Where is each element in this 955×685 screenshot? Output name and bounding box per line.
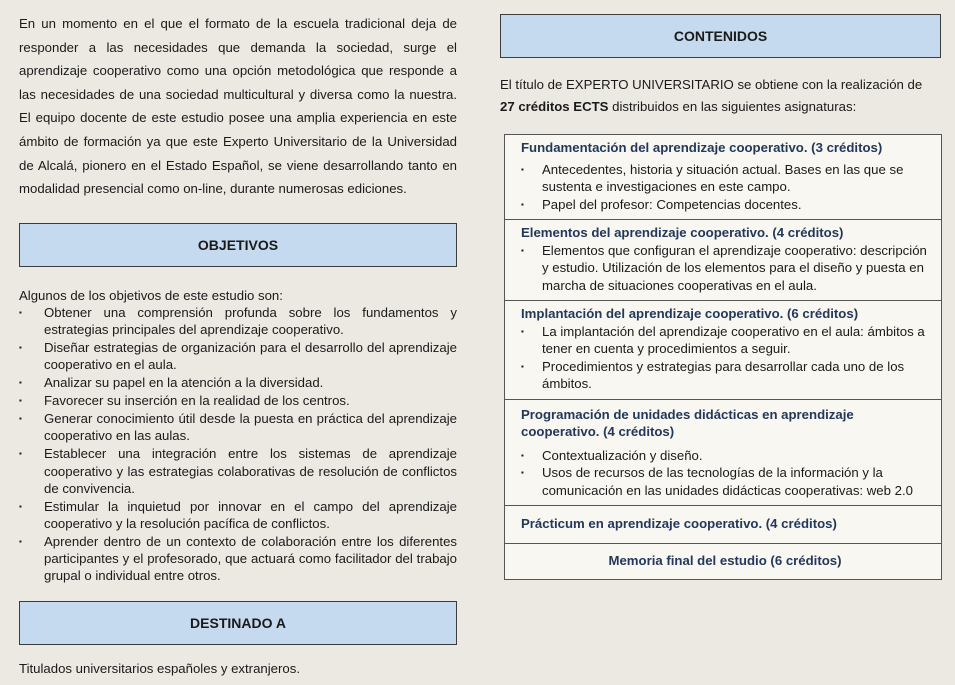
list-item: ▪ La implantación del aprendizaje cooperativo en el aula: ámbitos a tener en cuenta y procedimientos a seguir. bbox=[521, 323, 925, 356]
bullet-icon: ▪ bbox=[19, 414, 22, 424]
list-item: ▪ Favorecer su inserción en la realidad de los centros. bbox=[19, 393, 350, 409]
bullet-icon: ▪ bbox=[19, 449, 22, 459]
module-row bbox=[505, 543, 941, 580]
bullet-icon: ▪ bbox=[521, 468, 524, 477]
module-row bbox=[505, 135, 941, 219]
bullet-icon: ▪ bbox=[19, 501, 22, 511]
list-item: ▪ Papel del profesor: Competencias docentes. bbox=[521, 196, 802, 212]
bullet-icon: ▪ bbox=[19, 378, 22, 388]
list-item: ▪ Procedimientos y estrategias para desarrollar cada uno de los ámbitos. bbox=[521, 358, 905, 391]
bullet-icon: ▪ bbox=[521, 164, 524, 174]
left-column bbox=[19, 0, 457, 677]
module-items bbox=[521, 161, 929, 214]
list-item: ▪ Generar conocimiento útil desde la puesta en práctica del aprendizaje cooperativo en las aulas. bbox=[19, 411, 457, 444]
module-title: Prácticum en aprendizaje cooperativo. (4 créditos) bbox=[521, 516, 837, 531]
contenidos-heading-box bbox=[500, 14, 941, 58]
list-item: ▪ Estimular la inquietud por innovar en el campo del aprendizaje cooperativo y la resolución pacífica de conflictos. bbox=[19, 498, 457, 531]
module-title: Programación de unidades didácticas en aprendizaje cooperativo. (4 créditos) bbox=[521, 406, 854, 439]
ects-credits: 27 créditos ECTS bbox=[500, 99, 609, 114]
destinado-heading: DESTINADO A bbox=[190, 614, 286, 631]
bullet-icon: ▪ bbox=[19, 342, 22, 352]
objetivos-heading-box bbox=[19, 223, 457, 267]
list-item: ▪ Contextualización y diseño. bbox=[521, 447, 703, 463]
bullet-icon: ▪ bbox=[521, 199, 524, 209]
bullet-icon: ▪ bbox=[19, 307, 22, 317]
module-title: Memoria final del estudio (6 créditos) bbox=[608, 552, 842, 568]
module-row bbox=[505, 300, 941, 399]
list-item: ▪ Aprender dentro de un contexto de colaboración entre los diferentes participantes y el profesorado, que actuará como facilitador del trabajo grupal o individual entre otros. bbox=[19, 533, 457, 584]
module-title: Fundamentación del aprendizaje cooperativo. (3 créditos) bbox=[521, 140, 883, 155]
contenidos-heading: CONTENIDOS bbox=[673, 28, 768, 44]
bullet-icon: ▪ bbox=[521, 361, 524, 371]
list-item: ▪ Analizar su papel en la atención a la diversidad. bbox=[19, 375, 324, 391]
bullet-icon: ▪ bbox=[521, 326, 524, 336]
list-item: ▪ Antecedentes, historia y situación actual. Bases en las que se sustenta e investigaciones en este campo. bbox=[521, 161, 904, 194]
module-title: Elementos del aprendizaje cooperativo. (4 créditos) bbox=[521, 225, 844, 240]
bullet-icon: ▪ bbox=[521, 245, 524, 255]
list-item: ▪ Diseñar estrategias de organización para el desarrollo del aprendizaje cooperativo en el aula. bbox=[19, 339, 457, 373]
bullet-icon: ▪ bbox=[521, 450, 524, 460]
list-item: ▪ Obtener una comprensión profunda sobre los fundamentos y estrategias principales del aprendizaje cooperativo. bbox=[19, 304, 457, 337]
module-row bbox=[505, 505, 941, 543]
destinado-heading-box bbox=[19, 601, 457, 645]
intro-paragraph: En un momento en el que el formato de la escuela tradicional deja de responder a las necesidades que demanda la sociedad, surge el aprendizaje cooperativo como una opción metodológica que responde a las necesidades de una sociedad multicultural y diversa como la nuestra. El equipo docente de este estudio posee una amplia experiencia en este ámbito de formación ya que este Experto Universitario de la Universidad de Alcalá, pionero en el Estado Español, se viene desarrollando tanto en modalidad presencial como on-line, durante numerosas ediciones. bbox=[19, 16, 457, 197]
contenidos-intro: El título de EXPERTO UNIVERSITARIO se obtiene con la realización de 27 créditos ECTS distribuidos en las siguientes asignaturas: bbox=[500, 77, 923, 114]
objetivos-list bbox=[19, 304, 457, 585]
objetivos-heading: OBJETIVOS bbox=[197, 236, 279, 253]
objetivos-lead: Algunos de los objetivos de este estudio son: bbox=[19, 287, 283, 303]
module-items bbox=[521, 323, 929, 393]
right-column bbox=[500, 0, 941, 580]
module-items bbox=[521, 242, 929, 295]
list-item: ▪ Usos de recursos de las tecnologías de la información y la comunicación en las unidades didácticas cooperativas: web 2.0 bbox=[521, 465, 913, 498]
module-row bbox=[505, 399, 941, 506]
destinado-text: Titulados universitarios españoles y extranjeros. bbox=[19, 660, 300, 676]
list-item: ▪ Elementos que configuran el aprendizaje cooperativo: descripción y estudio. Utilización de los elementos para el diseño y puesta en marcha de situaciones cooperativas en el aula. bbox=[521, 242, 927, 293]
module-items bbox=[521, 447, 929, 500]
module-title: Implantación del aprendizaje cooperativo. (6 créditos) bbox=[521, 306, 859, 321]
modules-table bbox=[504, 134, 942, 580]
bullet-icon: ▪ bbox=[19, 396, 22, 406]
list-item: ▪ Establecer una integración entre los sistemas de aprendizaje cooperativo y las estrategias colaborativas de resolución de conflictos de convivencia. bbox=[19, 446, 457, 496]
module-row bbox=[505, 219, 941, 300]
bullet-icon: ▪ bbox=[19, 536, 22, 546]
